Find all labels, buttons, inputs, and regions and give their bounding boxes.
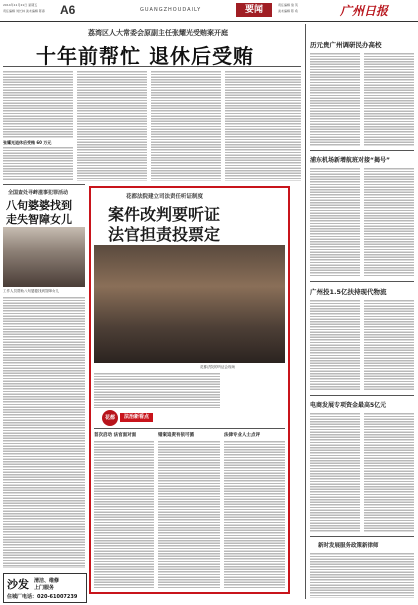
main-story-subhead: 张耀光退休后受贿 60 万元	[3, 140, 52, 145]
main-story-kicker: 荔湾区人大常委会原副主任张耀光受贿案开庭	[88, 29, 228, 37]
right-headline-4: 电商发展专项资金最高5亿元	[310, 402, 387, 409]
sofa-ad	[3, 573, 87, 603]
right-headline-1: 历元贵广州调研民办高校	[310, 41, 382, 49]
left-story-photo	[3, 227, 85, 287]
hearing-photo	[94, 245, 285, 363]
body-text	[151, 70, 221, 181]
body-text	[364, 412, 414, 532]
body-text	[94, 440, 154, 588]
body-text	[310, 167, 360, 277]
feature-headline-2: 法官担责投票定	[108, 225, 221, 244]
body-text	[310, 52, 360, 147]
feature-headline-1: 案件改判要听证	[108, 205, 221, 224]
pull-quote	[225, 374, 285, 410]
pinyin-label: GUANGZHOUDAILY	[140, 7, 202, 13]
left-story-headline-2: 走失智障女儿	[6, 213, 72, 226]
column-divider	[305, 24, 306, 599]
divider	[3, 66, 301, 67]
feature-badge: 花都	[102, 410, 118, 426]
feature-subhead-2: 错案追责有依可循	[158, 433, 194, 438]
section-label: 要闻	[236, 3, 272, 17]
body-text	[3, 70, 73, 138]
feature-photo-caption: 花都法院的听证会现场	[200, 365, 235, 369]
masthead-logo: 广州日报	[340, 4, 389, 18]
right-headline-3: 广州投1.5亿扶持现代物流	[310, 288, 387, 296]
feature-subhead-3: 法律专业人士点评	[224, 433, 260, 438]
divider	[310, 281, 414, 282]
divider	[94, 428, 285, 429]
divider	[3, 184, 85, 185]
left-story-kicker: 全国查处寻衅滋事犯罪活动	[8, 190, 69, 196]
section-editor: 责任编辑 詹 英	[278, 3, 298, 7]
body-text	[3, 146, 73, 181]
body-text	[310, 412, 360, 532]
body-text	[310, 299, 360, 391]
ad-phone: 住城厂电话：020-61007239	[7, 594, 78, 600]
header-date: 2014年11月21日 星期五	[3, 3, 38, 7]
section-designer: 美术编辑 陈 希	[278, 9, 298, 13]
page-header	[0, 0, 418, 22]
body-text	[364, 299, 414, 391]
body-text	[364, 167, 414, 277]
right-headline-5: 新时发展服务政策新律师	[318, 543, 379, 549]
right-headline-2: 浦东机场新增航班对接“揭号”	[310, 157, 390, 164]
body-text	[224, 440, 285, 588]
divider	[310, 536, 414, 537]
left-story-headline-1: 八旬婆婆找到	[6, 199, 72, 212]
body-text	[225, 70, 301, 181]
body-text	[310, 552, 414, 598]
header-editor: 责任编辑 刘长林 美术编辑 陈春	[3, 9, 45, 13]
ad-line-2: 上门服务	[34, 585, 55, 591]
feature-pill: 法治新看点	[120, 413, 153, 422]
body-text	[77, 70, 147, 181]
body-text	[3, 296, 85, 568]
ad-line-1: 清洁、维修	[34, 578, 60, 584]
divider	[310, 150, 414, 151]
feature-subhead-1: 首次启动 法官面对面	[94, 433, 137, 438]
body-text	[364, 52, 414, 147]
main-story-headline: 十年前帮忙 退休后受贿	[36, 44, 254, 68]
ad-brand: 沙发	[7, 578, 29, 591]
divider	[310, 395, 414, 396]
left-story-caption: 工作人员帮助八旬婆婆找到智障女儿	[3, 289, 59, 293]
page-number: A6	[60, 3, 76, 17]
body-text	[94, 372, 220, 408]
feature-kicker: 花都法院建立司法责任听证制度	[126, 194, 204, 200]
body-text	[158, 440, 220, 588]
